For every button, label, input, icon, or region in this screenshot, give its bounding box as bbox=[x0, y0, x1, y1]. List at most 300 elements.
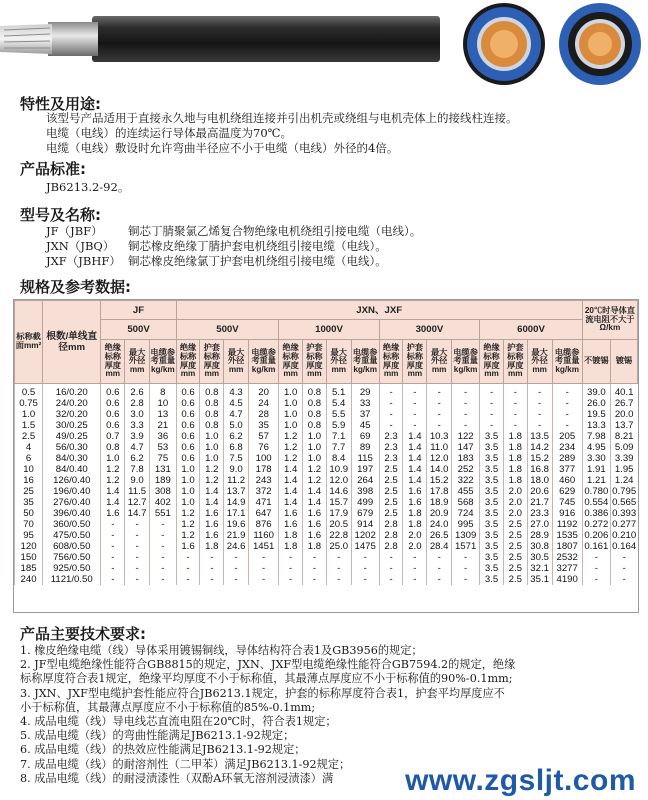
table-cell: 10 bbox=[15, 464, 43, 475]
table-cell: 1.8 bbox=[279, 530, 303, 541]
table-cell: 2.5 bbox=[503, 552, 527, 563]
table-cell: 0.6 bbox=[101, 398, 125, 409]
table-cell: 26.5 bbox=[427, 530, 452, 541]
table-cell: 0.386 bbox=[582, 508, 610, 519]
table-cell: 608/0.50 bbox=[43, 541, 101, 552]
table-cell: - bbox=[150, 541, 177, 552]
header-6000v: 6000V bbox=[480, 320, 583, 340]
table-cell: - bbox=[224, 563, 249, 574]
requirements-title: 产品主要技术要求: bbox=[20, 625, 146, 643]
table-cell: 1.6 bbox=[279, 519, 303, 530]
table-cell: 308 bbox=[150, 486, 177, 497]
table-cell: 4.5 bbox=[224, 398, 249, 409]
table-cell: - bbox=[279, 563, 303, 574]
table-cell: 1.0 bbox=[279, 409, 303, 420]
table-cell: - bbox=[452, 409, 480, 420]
table-cell: - bbox=[200, 574, 224, 585]
table-cell: 0.8 bbox=[303, 420, 327, 431]
table-row bbox=[15, 552, 638, 563]
table-cell: 13.3 bbox=[582, 420, 610, 431]
requirement-line: 小于标称值，其最薄点厚度应不小于标称值的85%-0.1mm; bbox=[20, 700, 316, 714]
table-cell: 724 bbox=[452, 508, 480, 519]
table-cell: 14.7 bbox=[125, 508, 150, 519]
table-cell: - bbox=[527, 398, 552, 409]
table-cell: - bbox=[279, 552, 303, 563]
table-cell: 1.4 bbox=[403, 475, 427, 486]
table-cell: - bbox=[480, 384, 504, 399]
table-cell: 1.8 bbox=[279, 541, 303, 552]
table-cell: 1.6 bbox=[101, 508, 125, 519]
table-cell: 20.6 bbox=[527, 486, 552, 497]
table-cell: 0.6 bbox=[176, 398, 200, 409]
table-cell: - bbox=[379, 574, 403, 585]
table-cell: 1192 bbox=[552, 519, 582, 530]
table-cell: - bbox=[582, 574, 610, 585]
table-row bbox=[15, 519, 638, 530]
table-cell: 1.8 bbox=[503, 475, 527, 486]
table-cell: 1.4 bbox=[200, 497, 224, 508]
table-cell: 914 bbox=[351, 519, 379, 530]
requirement-line: 7. 成品电缆（线）的耐溶剂性（二甲苯）满足JB6213.1-92规定； bbox=[20, 757, 351, 771]
table-row bbox=[15, 409, 638, 420]
table-cell: 7.7 bbox=[326, 442, 351, 453]
table-cell: 1.8 bbox=[503, 453, 527, 464]
table-cell: 679 bbox=[351, 508, 379, 519]
table-cell: - bbox=[452, 563, 480, 574]
table-cell: 1.6 bbox=[303, 530, 327, 541]
table-cell: - bbox=[379, 563, 403, 574]
table-cell: 1.0 bbox=[200, 453, 224, 464]
table-cell: 28.9 bbox=[527, 530, 552, 541]
table-cell: 1475 bbox=[351, 541, 379, 552]
table-cell: 1.4 bbox=[279, 486, 303, 497]
table-cell: 0.8 bbox=[303, 409, 327, 420]
table-cell: 32.1 bbox=[527, 563, 552, 574]
table-cell: 2.8 bbox=[379, 541, 403, 552]
cross-section-single-icon bbox=[462, 2, 546, 86]
table-cell: 53 bbox=[150, 442, 177, 453]
table-cell: 1.0 bbox=[101, 453, 125, 464]
table-cell: 15.7 bbox=[326, 497, 351, 508]
table-cell: 2.0 bbox=[503, 486, 527, 497]
table-cell: 0.393 bbox=[612, 508, 637, 519]
table-cell: 1.0 bbox=[279, 420, 303, 431]
table-cell: 126/0.40 bbox=[43, 475, 101, 486]
table-cell: 14.0 bbox=[427, 464, 452, 475]
table-cell: - bbox=[427, 384, 452, 399]
table-cell: 2.5 bbox=[503, 530, 527, 541]
table-cell: 916 bbox=[552, 508, 582, 519]
header-jf: JF bbox=[101, 301, 176, 320]
header-wt: 电缆参考重量kg/km bbox=[351, 340, 379, 384]
table-cell: 3.5 bbox=[480, 508, 504, 519]
standard-title: 产品标准: bbox=[20, 160, 86, 178]
table-cell: 22.8 bbox=[326, 530, 351, 541]
table-cell: 471 bbox=[249, 497, 279, 508]
table-cell: - bbox=[427, 574, 452, 585]
table-cell: - bbox=[480, 409, 504, 420]
header-plain: 不镀锡 bbox=[582, 340, 610, 384]
model-code-jxn: JXN（JBQ） bbox=[46, 239, 115, 253]
table-cell: - bbox=[582, 552, 610, 563]
table-cell: 1.0 bbox=[15, 409, 43, 420]
table-cell: 289 bbox=[552, 453, 582, 464]
models-title: 型号及名称: bbox=[20, 206, 101, 224]
table-cell: - bbox=[503, 398, 527, 409]
table-row bbox=[15, 508, 638, 519]
table-cell: 12.0 bbox=[427, 453, 452, 464]
table-cell: 1535 bbox=[552, 530, 582, 541]
table-cell: 0.6 bbox=[176, 453, 200, 464]
header-ins: 绝缘标称厚度mm bbox=[480, 340, 504, 384]
table-cell: - bbox=[125, 541, 150, 552]
table-cell: 3.5 bbox=[480, 530, 504, 541]
table-cell: 1.0 bbox=[176, 475, 200, 486]
table-cell: 1.6 bbox=[279, 508, 303, 519]
table-cell: 1.6 bbox=[403, 486, 427, 497]
table-cell: 1.8 bbox=[403, 508, 427, 519]
table-cell: 925/0.50 bbox=[43, 563, 101, 574]
table-cell: 1.0 bbox=[176, 497, 200, 508]
table-cell: 49/0.25 bbox=[43, 431, 101, 442]
table-cell: 1.8 bbox=[503, 431, 527, 442]
table-cell: - bbox=[125, 563, 150, 574]
table-cell: 1.8 bbox=[403, 519, 427, 530]
table-cell: 30/0.25 bbox=[43, 420, 101, 431]
table-cell: 2.0 bbox=[403, 541, 427, 552]
table-cell: - bbox=[610, 574, 637, 585]
table-cell: - bbox=[452, 574, 480, 585]
table-cell: - bbox=[379, 552, 403, 563]
table-cell: 205 bbox=[552, 431, 582, 442]
table-cell: - bbox=[403, 552, 427, 563]
table-cell: 75 bbox=[150, 453, 177, 464]
table-cell: - bbox=[427, 552, 452, 563]
table-cell: 2.8 bbox=[379, 519, 403, 530]
header-od: 最大外径mm bbox=[427, 340, 452, 384]
header-jf-500v: 500V bbox=[101, 320, 176, 340]
table-cell: 1.0 bbox=[303, 442, 327, 453]
table-cell: 7.1 bbox=[326, 431, 351, 442]
table-cell: - bbox=[176, 563, 200, 574]
table-cell: 76 bbox=[249, 442, 279, 453]
table-cell: - bbox=[125, 530, 150, 541]
table-cell: - bbox=[427, 420, 452, 431]
table-cell: - bbox=[480, 398, 504, 409]
table-cell: 2.5 bbox=[15, 431, 43, 442]
table-cell: 756/0.50 bbox=[43, 552, 101, 563]
table-row bbox=[15, 431, 638, 442]
table-cell: 16.8 bbox=[527, 464, 552, 475]
table-cell: 35 bbox=[15, 497, 43, 508]
table-cell: 9.0 bbox=[224, 464, 249, 475]
table-cell: 33 bbox=[351, 398, 379, 409]
table-cell: 1.4 bbox=[403, 464, 427, 475]
header-ins: 绝缘标称厚度mm bbox=[279, 340, 303, 384]
table-cell: 5.09 bbox=[610, 442, 637, 453]
header-jxn-jxf: JXN、JXF bbox=[176, 301, 582, 320]
table-cell: 10.3 bbox=[427, 431, 452, 442]
table-cell: - bbox=[326, 563, 351, 574]
table-cell: 0.210 bbox=[612, 530, 637, 541]
table-cell: 1.6 bbox=[200, 519, 224, 530]
table-cell: - bbox=[610, 552, 637, 563]
table-cell: - bbox=[303, 563, 327, 574]
table-cell: 0.8 bbox=[303, 384, 327, 399]
table-cell: 27.0 bbox=[527, 519, 552, 530]
spec-table-body bbox=[15, 384, 638, 586]
table-cell: 17.9 bbox=[326, 508, 351, 519]
table-cell: 3.5 bbox=[480, 552, 504, 563]
table-cell: 24 bbox=[249, 398, 279, 409]
header-jacket: 护套标称厚度mm bbox=[303, 340, 327, 384]
table-cell: - bbox=[101, 519, 125, 530]
table-cell: 1.0 bbox=[303, 453, 327, 464]
table-cell: 6.2 bbox=[224, 431, 249, 442]
table-cell: 40.1 bbox=[610, 384, 637, 399]
table-row bbox=[15, 442, 638, 453]
requirement-line: 1. 橡皮绝缘电缆（线）导体采用镀锡铜线，导体结构符合表1及GB3956的规定； bbox=[20, 644, 423, 657]
table-cell: - bbox=[527, 409, 552, 420]
table-cell: - bbox=[150, 552, 177, 563]
table-cell: - bbox=[176, 552, 200, 563]
table-cell: 20.5 bbox=[326, 519, 351, 530]
table-cell: 3.5 bbox=[480, 431, 504, 442]
table-cell: 21.7 bbox=[527, 497, 552, 508]
table-cell: 89 bbox=[351, 442, 379, 453]
table-cell: 1.8 bbox=[503, 464, 527, 475]
table-cell: 1.5 bbox=[15, 420, 43, 431]
table-cell: 183 bbox=[452, 453, 480, 464]
table-cell: 499 bbox=[351, 497, 379, 508]
table-cell: 24.0 bbox=[427, 519, 452, 530]
table-cell: 0.8 bbox=[200, 409, 224, 420]
table-cell: 3.9 bbox=[125, 431, 150, 442]
table-cell: 234 bbox=[552, 442, 582, 453]
table-cell: 30.8 bbox=[527, 541, 552, 552]
table-cell: 6 bbox=[15, 453, 43, 464]
table-cell: 1.0 bbox=[176, 486, 200, 497]
table-cell: 25 bbox=[15, 486, 43, 497]
table-cell: 7.98 bbox=[582, 431, 610, 442]
header-wt: 电缆参考重量kg/km bbox=[249, 340, 279, 384]
table-cell: 3277 bbox=[552, 563, 582, 574]
table-cell: 8.21 bbox=[610, 431, 637, 442]
header-jacket: 护套标称厚度mm bbox=[503, 340, 527, 384]
table-cell: 21 bbox=[150, 420, 177, 431]
table-cell: 377 bbox=[552, 464, 582, 475]
table-cell: 1.0 bbox=[303, 431, 327, 442]
table-cell: - bbox=[200, 552, 224, 563]
header-od: 最大外径mm bbox=[326, 340, 351, 384]
table-cell: 19.5 bbox=[582, 409, 610, 420]
table-cell: 19.6 bbox=[224, 519, 249, 530]
table-cell: 2.5 bbox=[379, 475, 403, 486]
table-cell: 1.0 bbox=[200, 431, 224, 442]
table-cell: - bbox=[101, 563, 125, 574]
table-cell: 26.0 bbox=[582, 398, 610, 409]
standard-text: JB6213.2-92。 bbox=[46, 180, 130, 194]
header-wt: 电缆参考重量kg/km bbox=[150, 340, 177, 384]
table-row bbox=[15, 497, 638, 508]
table-cell: 402 bbox=[150, 497, 177, 508]
table-cell: - bbox=[503, 384, 527, 399]
table-cell: - bbox=[101, 530, 125, 541]
table-cell: 1202 bbox=[351, 530, 379, 541]
table-cell: 30.5 bbox=[527, 552, 552, 563]
table-cell: 647 bbox=[249, 508, 279, 519]
table-cell: 1.4 bbox=[101, 486, 125, 497]
table-cell: 120 bbox=[15, 541, 43, 552]
table-cell: 57 bbox=[249, 431, 279, 442]
table-cell: 1.4 bbox=[403, 431, 427, 442]
table-cell: 1.91 bbox=[582, 464, 610, 475]
table-cell: - bbox=[326, 552, 351, 563]
table-row bbox=[15, 574, 638, 585]
table-cell: 5.9 bbox=[326, 420, 351, 431]
table-cell: 70 bbox=[15, 519, 43, 530]
header-od: 最大外径mm bbox=[527, 340, 552, 384]
table-cell: 28 bbox=[249, 409, 279, 420]
table-cell: - bbox=[125, 519, 150, 530]
table-cell: 1.8 bbox=[200, 541, 224, 552]
table-cell: 2.8 bbox=[125, 398, 150, 409]
table-cell: 45 bbox=[351, 420, 379, 431]
table-cell: - bbox=[582, 563, 610, 574]
header-od: 最大外径mm bbox=[125, 340, 150, 384]
table-cell: 5.4 bbox=[326, 398, 351, 409]
features-line-1: 该型号产品适用于直接永久地与电机绕组连接并引出机壳或绕组与电机壳体上的接线柱连接。 bbox=[46, 111, 518, 125]
table-cell: 13 bbox=[150, 409, 177, 420]
table-cell: 0.5 bbox=[15, 384, 43, 399]
table-cell: 0.795 bbox=[612, 486, 637, 497]
table-cell: 0.161 bbox=[582, 541, 610, 552]
table-cell: 37 bbox=[351, 409, 379, 420]
table-cell: 551 bbox=[150, 508, 177, 519]
table-cell: 3.3 bbox=[125, 420, 150, 431]
table-cell: 1.0 bbox=[279, 398, 303, 409]
table-cell: - bbox=[101, 574, 125, 585]
table-cell: 6.8 bbox=[224, 442, 249, 453]
table-cell: 15.2 bbox=[527, 453, 552, 464]
table-cell: 4.3 bbox=[224, 384, 249, 399]
table-cell: 398 bbox=[351, 486, 379, 497]
header-wt: 电缆参考重量kg/km bbox=[452, 340, 480, 384]
table-cell: 0.206 bbox=[582, 530, 610, 541]
table-cell: 2.3 bbox=[379, 431, 403, 442]
table-cell: 0.6 bbox=[176, 442, 200, 453]
table-cell: 122 bbox=[452, 431, 480, 442]
table-cell: - bbox=[527, 420, 552, 431]
header-ins: 绝缘标称厚度mm bbox=[176, 340, 200, 384]
table-cell: 2.5 bbox=[379, 497, 403, 508]
table-cell: 16/0.20 bbox=[43, 384, 101, 399]
table-cell: 252 bbox=[452, 464, 480, 475]
table-row bbox=[15, 563, 638, 574]
table-cell: 23.3 bbox=[527, 508, 552, 519]
table-cell: 1.95 bbox=[610, 464, 637, 475]
table-cell: 1.0 bbox=[176, 464, 200, 475]
table-cell: 3.30 bbox=[582, 453, 610, 464]
table-cell: 1.6 bbox=[200, 530, 224, 541]
table-cell: - bbox=[150, 574, 177, 585]
table-cell: 115 bbox=[351, 453, 379, 464]
table-row bbox=[15, 384, 638, 399]
table-cell: - bbox=[351, 563, 379, 574]
table-cell: 14.9 bbox=[224, 497, 249, 508]
table-cell: 15.2 bbox=[427, 475, 452, 486]
table-cell: 197 bbox=[351, 464, 379, 475]
table-cell: 11.5 bbox=[125, 486, 150, 497]
table-cell: 9.0 bbox=[125, 475, 150, 486]
table-cell: 2.5 bbox=[503, 563, 527, 574]
table-cell: 2.5 bbox=[503, 541, 527, 552]
table-cell: - bbox=[249, 552, 279, 563]
table-cell: - bbox=[379, 409, 403, 420]
table-cell: - bbox=[427, 398, 452, 409]
table-cell: 1.4 bbox=[403, 453, 427, 464]
table-cell: - bbox=[552, 398, 582, 409]
table-cell: 25.0 bbox=[326, 541, 351, 552]
table-cell: 372 bbox=[249, 486, 279, 497]
table-cell: 455 bbox=[452, 486, 480, 497]
header-od: 最大外径mm bbox=[224, 340, 249, 384]
table-cell: 360/0.50 bbox=[43, 519, 101, 530]
table-cell: 35 bbox=[249, 420, 279, 431]
table-cell: 1.4 bbox=[403, 442, 427, 453]
table-cell: - bbox=[101, 552, 125, 563]
table-cell: 11.2 bbox=[224, 475, 249, 486]
table-cell: 1.2 bbox=[101, 464, 125, 475]
table-row bbox=[15, 420, 638, 431]
table-cell: - bbox=[503, 409, 527, 420]
table-cell: - bbox=[480, 420, 504, 431]
table-cell: - bbox=[303, 574, 327, 585]
table-cell: 5.5 bbox=[326, 409, 351, 420]
table-cell: 1309 bbox=[452, 530, 480, 541]
table-cell: 3.5 bbox=[480, 541, 504, 552]
table-cell: 13.7 bbox=[610, 420, 637, 431]
table-cell: 1.21 bbox=[582, 475, 610, 486]
table-cell: 1.6 bbox=[176, 541, 200, 552]
table-cell: 10.9 bbox=[326, 464, 351, 475]
table-cell: 876 bbox=[249, 519, 279, 530]
table-cell: 1.2 bbox=[176, 519, 200, 530]
table-cell: 56/0.30 bbox=[43, 442, 101, 453]
table-cell: - bbox=[552, 420, 582, 431]
table-cell: 8.4 bbox=[326, 453, 351, 464]
table-cell: 18.9 bbox=[427, 497, 452, 508]
table-cell: - bbox=[150, 563, 177, 574]
table-cell: 178 bbox=[249, 464, 279, 475]
table-cell: 0.277 bbox=[612, 519, 637, 530]
table-cell: 2.3 bbox=[379, 453, 403, 464]
table-cell: 1.2 bbox=[303, 475, 327, 486]
table-cell: 396/0.40 bbox=[43, 508, 101, 519]
table-cell: - bbox=[403, 409, 427, 420]
table-cell: 2.0 bbox=[403, 530, 427, 541]
table-cell: 7.5 bbox=[224, 453, 249, 464]
table-cell: 3.5 bbox=[480, 453, 504, 464]
table-cell: 50 bbox=[15, 508, 43, 519]
table-cell: 11.0 bbox=[427, 442, 452, 453]
model-name-jf: 铜芯丁腈聚氯乙烯复合物绝缘电机绕组引接电缆（电线）。 bbox=[128, 224, 422, 238]
table-cell: 69 bbox=[351, 431, 379, 442]
table-cell: 3.5 bbox=[480, 519, 504, 530]
table-cell: 1.2 bbox=[279, 431, 303, 442]
table-cell: 14.6 bbox=[326, 486, 351, 497]
table-cell: 5.1 bbox=[326, 384, 351, 399]
